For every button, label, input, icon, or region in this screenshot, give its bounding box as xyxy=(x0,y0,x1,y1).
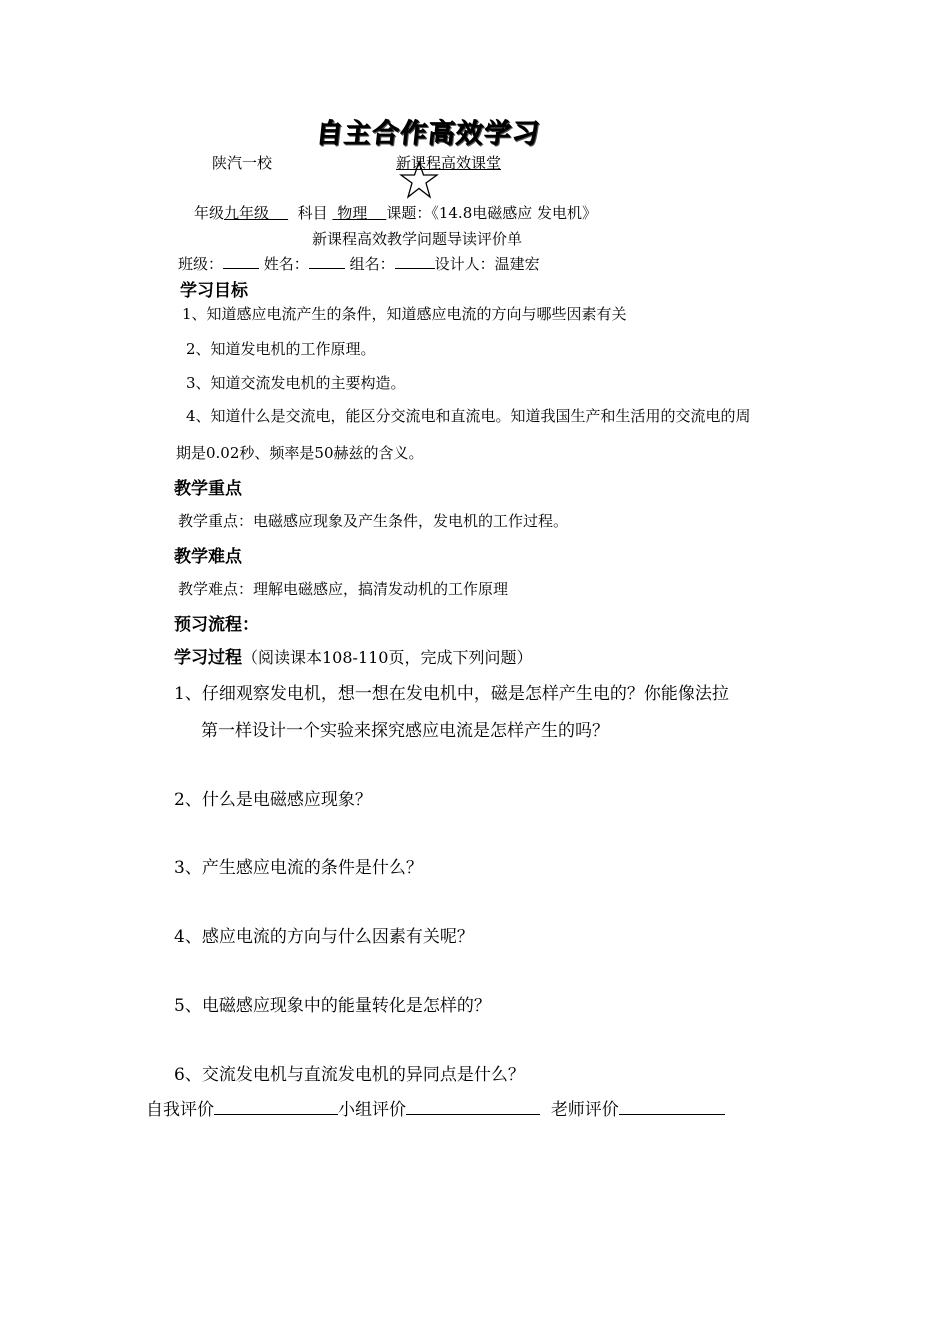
objective-item: 2、知道发电机的工作原理。 xyxy=(186,340,376,358)
objective-item: 3、知道交流发电机的主要构造。 xyxy=(186,374,406,392)
preview-heading: 预习流程： xyxy=(174,615,259,635)
worksheet-subtitle: 新课程高效教学问题导读评价单 xyxy=(312,230,523,248)
group-eval-label: 小组评价 xyxy=(338,1100,406,1120)
question-item: 5、电磁感应现象中的能量转化是怎样的？ xyxy=(174,996,491,1016)
class-blank[interactable] xyxy=(223,254,259,269)
objectives-heading: 学习目标 xyxy=(180,281,248,301)
grade-label: 年级 xyxy=(194,204,225,222)
topic-value: 《14.8电磁感应 发电机》 xyxy=(431,204,598,222)
question-item: 6、交流发电机与直流发电机的异同点是什么？ xyxy=(174,1065,525,1085)
name-blank[interactable] xyxy=(309,254,345,269)
question-item: 3、产生感应电流的条件是什么？ xyxy=(174,858,423,878)
evaluation-line xyxy=(146,1095,725,1120)
objective-item: 4、知道什么是交流电，能区分交流电和直流电。知道我国生产和生活用的交流电的周 xyxy=(186,407,751,425)
subject-value: 物理 xyxy=(337,204,368,222)
objective-item: 期是0.02秒、频率是50赫兹的含义。 xyxy=(176,444,424,462)
question-item: 1、仔细观察发电机，想一想在发电机中，磁是怎样产生电的？你能像法拉 xyxy=(174,684,729,704)
group-blank[interactable] xyxy=(395,254,435,269)
self-eval-blank[interactable] xyxy=(214,1098,338,1115)
name-label: 姓名： xyxy=(263,255,309,273)
grade-value: 九年级 xyxy=(224,204,270,222)
school-name: 陕汽一校 xyxy=(212,154,273,172)
teacher-eval-blank[interactable] xyxy=(619,1098,725,1115)
classroom-label: 新课程高效课堂 xyxy=(396,154,502,172)
difficulties-text: 教学难点：理解电磁感应，搞清发动机的工作原理 xyxy=(178,580,509,598)
teacher-eval-label: 老师评价 xyxy=(550,1100,619,1120)
subject-label: 科目 xyxy=(297,204,328,222)
question-item: 2、什么是电磁感应现象？ xyxy=(174,790,372,810)
process-heading: 学习过程 xyxy=(174,648,242,668)
page-title: 自主合作高效学习 xyxy=(314,118,542,149)
topic-label: 课题： xyxy=(386,204,432,222)
star-icon xyxy=(399,160,439,200)
course-line xyxy=(194,202,597,223)
group-label: 组名： xyxy=(349,255,395,273)
objective-item: 1、知道感应电流产生的条件，知道感应电流的方向与哪些因素有关 xyxy=(182,305,627,323)
student-info-line xyxy=(178,253,540,274)
key-points-text: 教学重点：电磁感应现象及产生条件，发电机的工作过程。 xyxy=(178,512,569,530)
question-item: 4、感应电流的方向与什么因素有关呢？ xyxy=(174,927,474,947)
key-points-heading: 教学重点 xyxy=(174,479,242,499)
class-label: 班级： xyxy=(178,255,224,273)
process-note: （阅读课本108-110页，完成下列问题） xyxy=(242,648,533,667)
self-eval-label: 自我评价 xyxy=(146,1100,214,1120)
question-item: 第一样设计一个实验来探究感应电流是怎样产生的吗？ xyxy=(201,721,609,741)
process-line xyxy=(174,643,533,668)
group-eval-blank[interactable] xyxy=(406,1098,540,1115)
designer-label: 设计人：温建宏 xyxy=(434,255,540,273)
difficulties-heading: 教学难点 xyxy=(174,547,242,567)
